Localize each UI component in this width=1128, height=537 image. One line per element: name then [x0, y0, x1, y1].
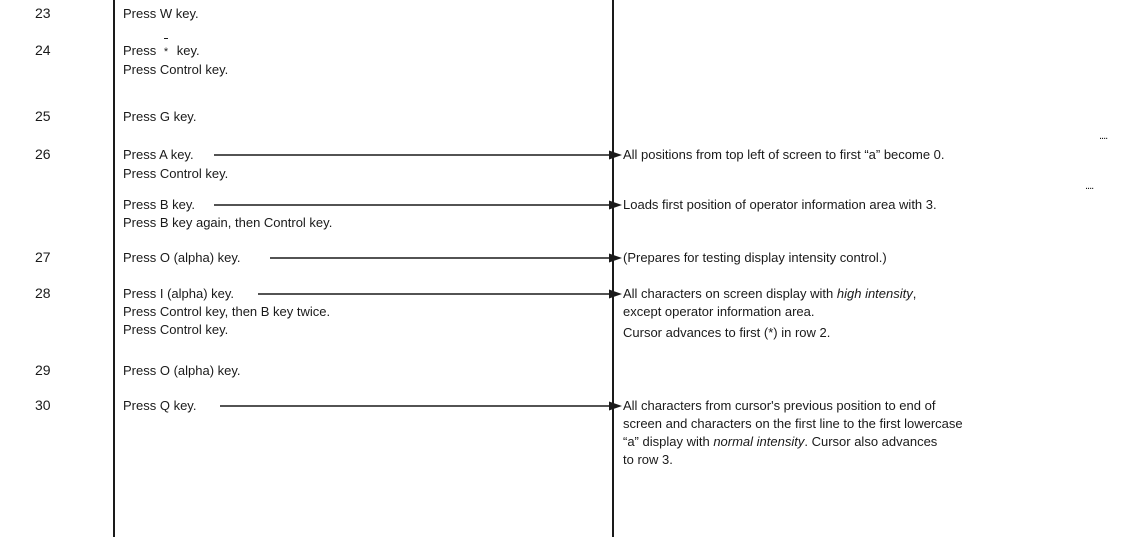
action-text: Press W key. [123, 6, 199, 21]
asterisk-key-label: * [163, 46, 169, 58]
right-column-divider [612, 0, 614, 537]
emphasis-normal-intensity: normal intensity [713, 434, 805, 449]
result-text: screen and characters on the first line to the first lowercase [623, 416, 963, 431]
arrow-28 [258, 290, 622, 299]
arrow-26a [214, 151, 622, 160]
result-prefix: All characters on screen display with [623, 286, 837, 301]
action-text: Press Control key. [123, 322, 229, 337]
result-text: to row 3. [623, 452, 673, 467]
action-text: Press A key. [123, 147, 194, 162]
result-suffix: , [912, 286, 917, 301]
result-text: Loads first position of operator information area with 3. [623, 197, 937, 212]
result-suffix: . Cursor also advances [804, 434, 938, 449]
left-column-divider [113, 0, 115, 537]
step-number: 26 [35, 146, 51, 162]
action-text: Press I (alpha) key. [123, 286, 235, 301]
arrow-27 [270, 254, 622, 263]
dot-mark: .... [1099, 130, 1108, 142]
action-text: Press Control key. [123, 166, 229, 181]
action-text: Press B key. [123, 197, 196, 212]
action-text: Press O (alpha) key. [123, 250, 241, 265]
step-number: 28 [35, 285, 51, 301]
arrow-30 [220, 402, 622, 411]
result-text [623, 285, 916, 303]
action-text: Press Control key. [123, 62, 229, 77]
action-suffix: key. [176, 43, 200, 58]
asterisk-key-glyph [164, 42, 168, 61]
result-text [623, 433, 937, 451]
step-number: 23 [35, 5, 51, 21]
action-text: Press Control key, then B key twice. [123, 304, 331, 319]
action-prefix: Press [123, 43, 157, 58]
result-prefix: “a” display with [623, 434, 714, 449]
dot-mark: .... [1085, 180, 1094, 192]
result-text: except operator information area. [623, 304, 815, 319]
action-text: Press Q key. [123, 398, 197, 413]
result-text: Cursor advances to first (*) in row 2. [623, 325, 831, 340]
result-text: All characters from cursor's previous position to end of [623, 398, 936, 413]
step-number: 27 [35, 249, 51, 265]
step-number: 25 [35, 108, 51, 124]
result-text: (Prepares for testing display intensity control.) [623, 250, 887, 265]
arrow-26b [214, 201, 622, 210]
emphasis-high-intensity: high intensity [836, 286, 913, 301]
step-number: 29 [35, 362, 51, 378]
step-number: 24 [35, 42, 51, 58]
action-text [123, 42, 200, 61]
step-number: 30 [35, 397, 51, 413]
action-text: Press O (alpha) key. [123, 363, 241, 378]
result-text: All positions from top left of screen to first “a” become 0. [623, 147, 945, 162]
asterisk-key-overline [164, 38, 168, 39]
action-text: Press B key again, then Control key. [123, 215, 333, 230]
action-text: Press G key. [123, 109, 197, 124]
